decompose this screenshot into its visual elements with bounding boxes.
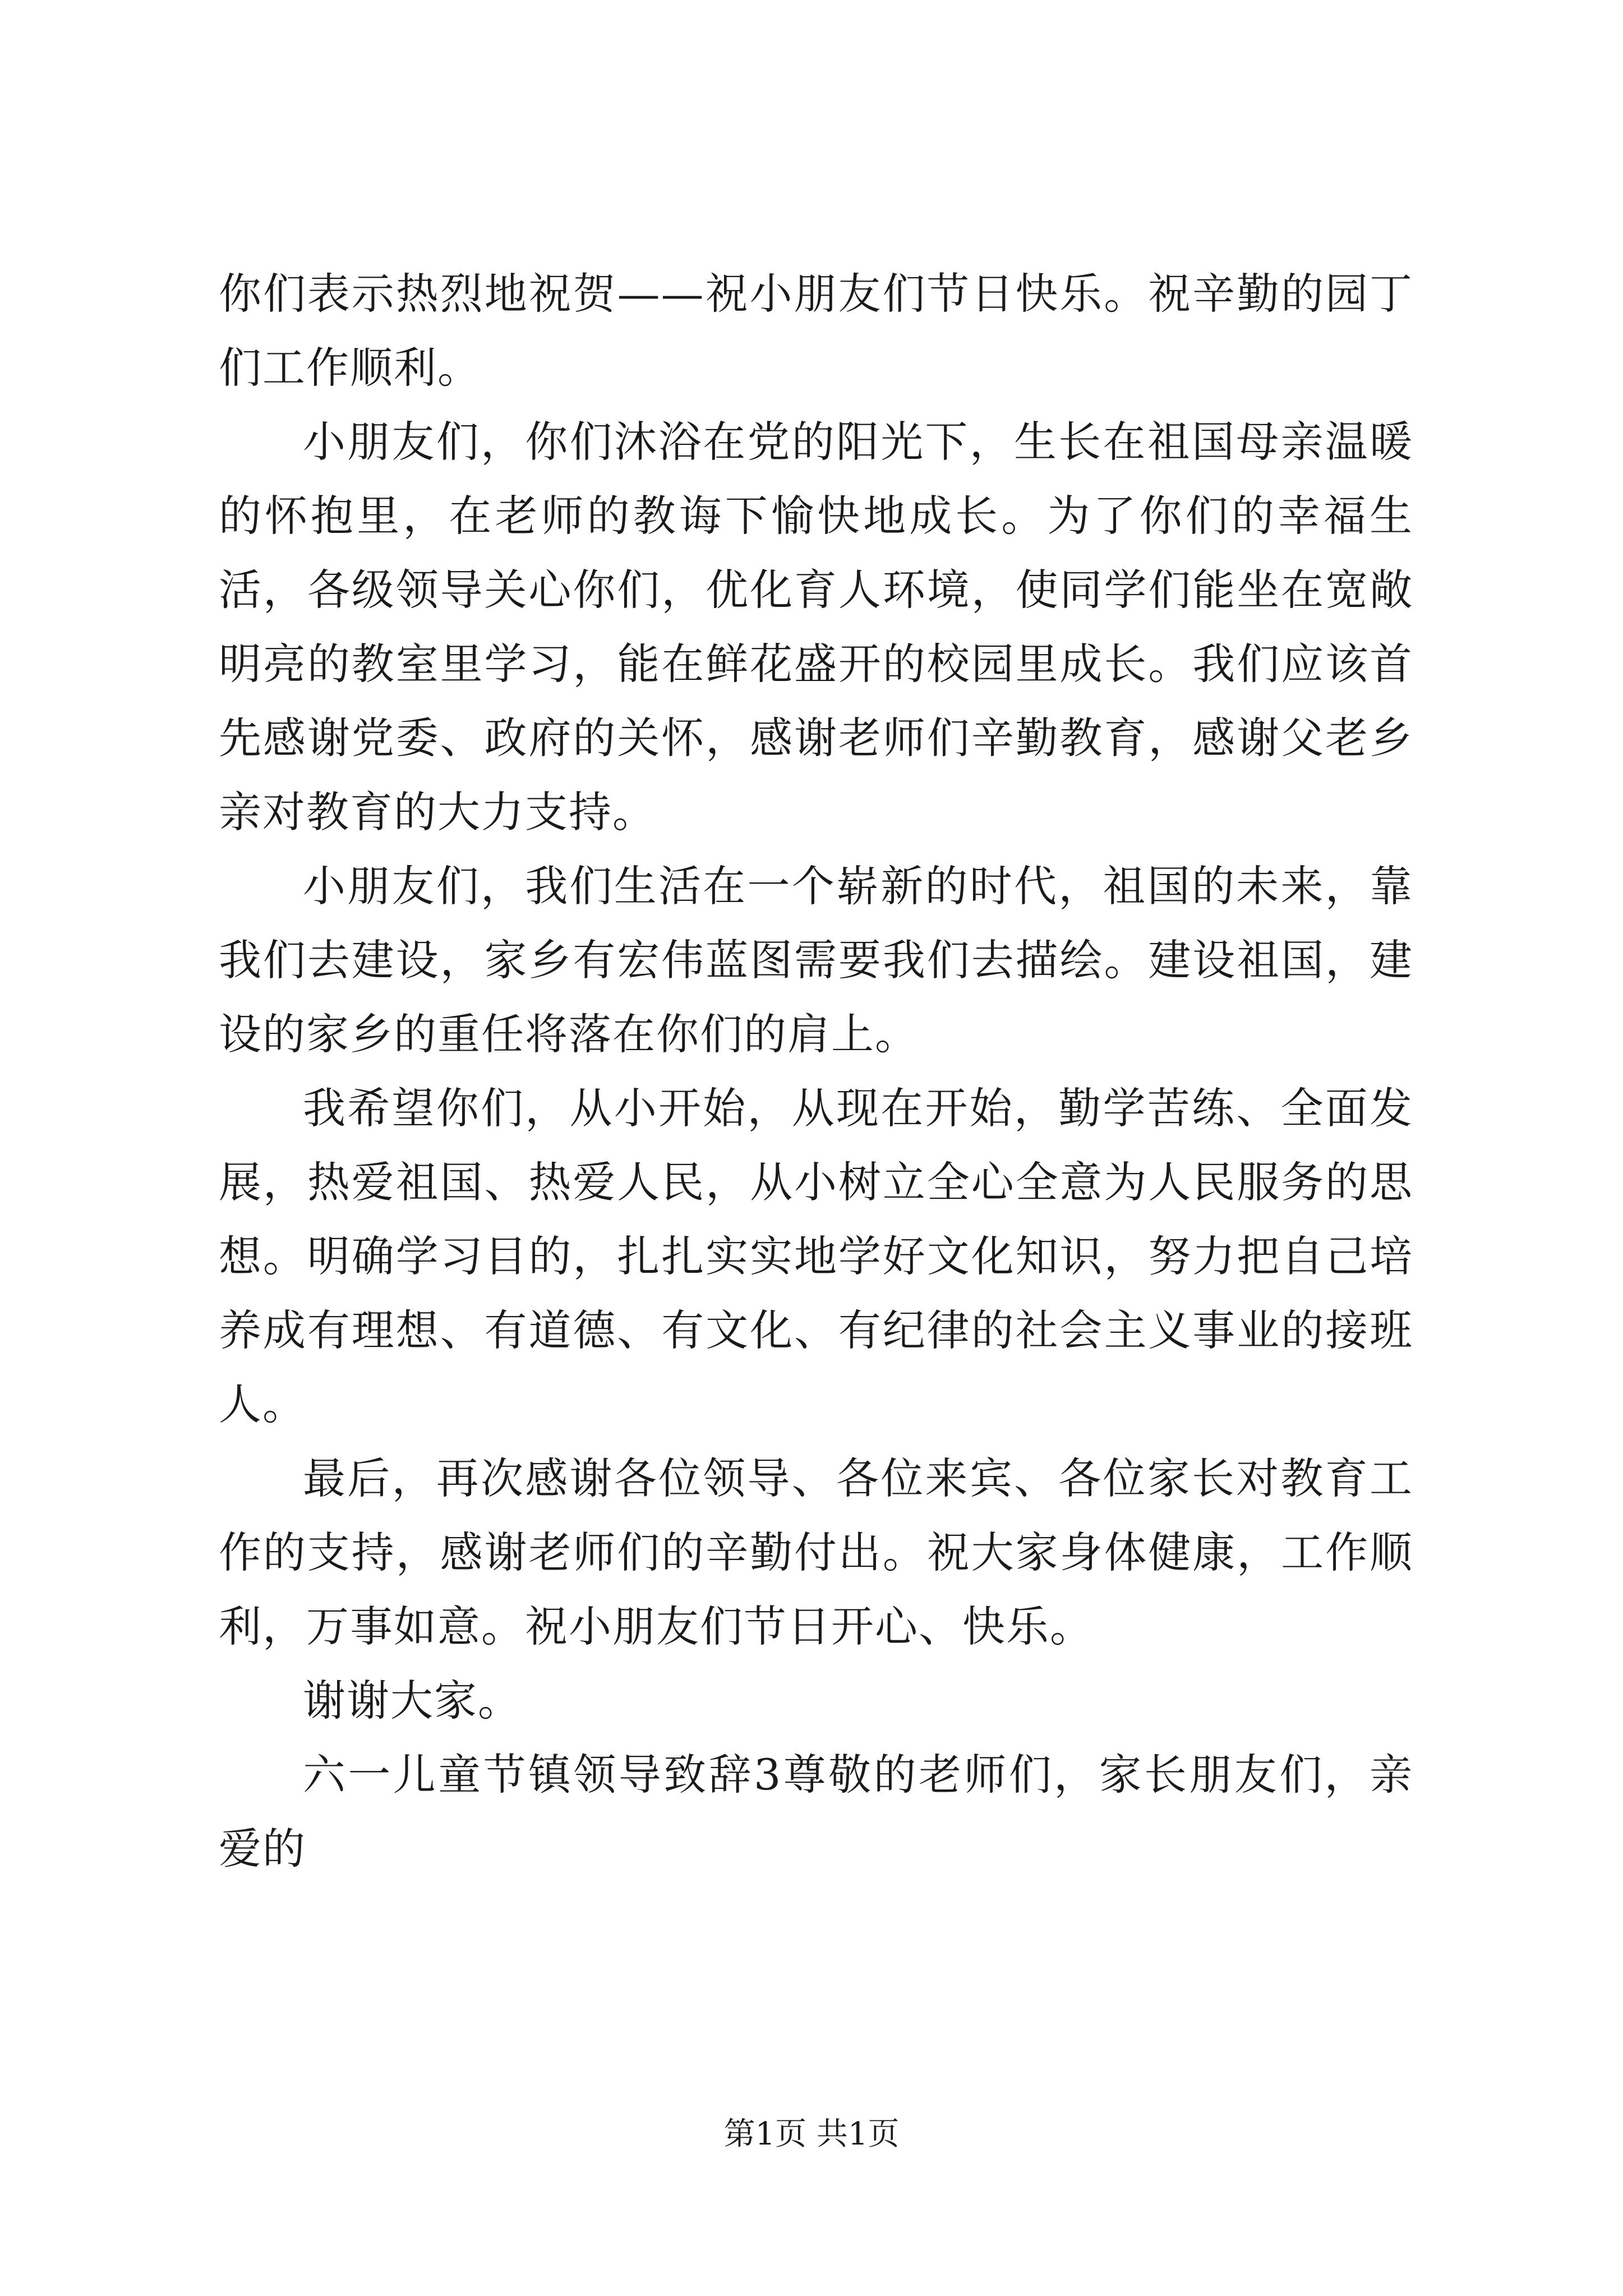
document-body (219, 257, 1413, 1886)
paragraph-continuation: 你们表示热烈地祝贺——祝小朋友们节日快乐。祝辛勤的园丁们工作顺利。 (219, 269, 1413, 393)
paragraph-thanks: 谢谢大家。 (303, 1676, 522, 1726)
paragraph-closing: 最后，再次感谢各位领导、各位来宾、各位家长对教育工作的支持，感谢老师们的辛勤付出。祝大家身体健康，工作顺利，万事如意。祝小朋友们节日开心、快乐。 (219, 1453, 1413, 1651)
paragraph-future: 小朋友们，我们生活在一个崭新的时代，祖国的未来，靠我们去建设，家乡有宏伟蓝图需要我们去描绘。建设祖国，建设的家乡的重任将落在你们的肩上。 (219, 861, 1413, 1059)
paragraph-next-speech: 六一儿童节镇领导致辞3尊敬的老师们，家长朋友们，亲爱的 (219, 1750, 1413, 1874)
paragraph-hopes: 我希望你们，从小开始，从现在开始，勤学苦练、全面发展，热爱祖国、热爱人民，从小树立全心全意为人民服务的思想。明确学习目的，扎扎实实地学好文化知识，努力把自己培养成有理想、有道德、有文化、有纪律的社会主义事业的接班人。 (219, 1083, 1413, 1429)
paragraph-gratitude: 小朋友们，你们沐浴在党的阳光下，生长在祖国母亲温暖的怀抱里，在老师的教诲下愉快地成长。为了你们的幸福生活，各级领导关心你们，优化育人环境，使同学们能坐在宽敞明亮的教室里学习，能在鲜花盛开的校园里成长。我们应该首先感谢党委、政府的关怀，感谢老师们辛勤教育，感谢父老乡亲对教育的大力支持。 (219, 417, 1413, 837)
page-number: 第1页 共1页 (723, 2116, 900, 2152)
